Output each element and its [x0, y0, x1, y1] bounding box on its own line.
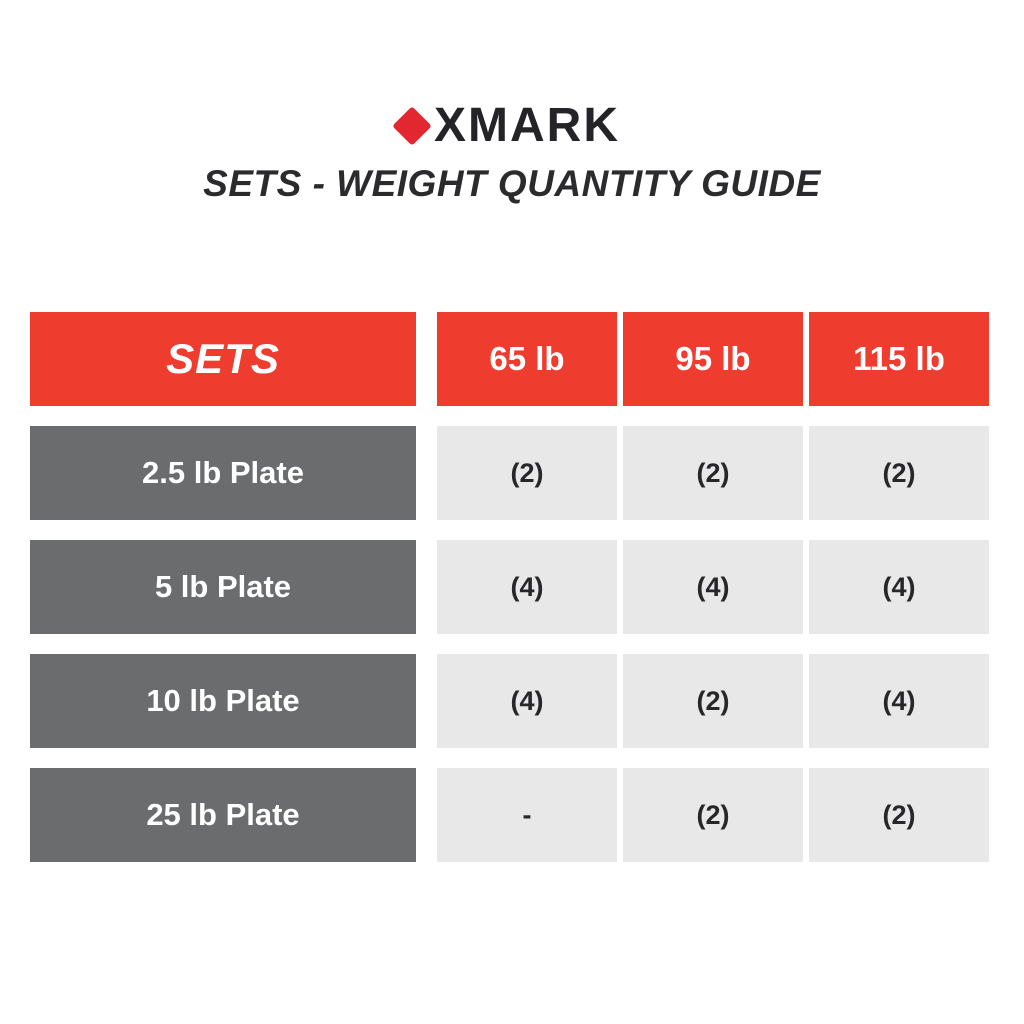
cell-2-5lb-65lb: (2) — [437, 426, 617, 520]
row-label-25lb-plate: 25 lb Plate — [30, 768, 416, 862]
table-header-row — [30, 312, 991, 406]
cell-10lb-115lb: (4) — [809, 654, 989, 748]
table-row — [30, 768, 991, 862]
cell-25lb-95lb: (2) — [623, 768, 803, 862]
cell-25lb-115lb: (2) — [809, 768, 989, 862]
cell-10lb-95lb: (2) — [623, 654, 803, 748]
row-label-10lb-plate: 10 lb Plate — [30, 654, 416, 748]
row-label-2-5lb-plate: 2.5 lb Plate — [30, 426, 416, 520]
row-label-5lb-plate: 5 lb Plate — [30, 540, 416, 634]
cell-5lb-95lb: (4) — [623, 540, 803, 634]
header-cell-95lb: 95 lb — [623, 312, 803, 406]
table-row — [30, 426, 991, 520]
table-row — [30, 540, 991, 634]
cell-2-5lb-115lb: (2) — [809, 426, 989, 520]
page-title: SETS - WEIGHT QUANTITY GUIDE — [203, 163, 821, 204]
cell-5lb-65lb: (4) — [437, 540, 617, 634]
header-cell-115lb: 115 lb — [809, 312, 989, 406]
cell-5lb-115lb: (4) — [809, 540, 989, 634]
xmark-diamond-icon — [392, 106, 432, 146]
table-row — [30, 654, 991, 748]
weight-quantity-table — [30, 312, 991, 882]
header-cell-sets: SETS — [30, 312, 416, 406]
header-cell-65lb: 65 lb — [437, 312, 617, 406]
cell-10lb-65lb: (4) — [437, 654, 617, 748]
brand-name: XMARK — [434, 99, 620, 152]
cell-2-5lb-95lb: (2) — [623, 426, 803, 520]
brand-logo — [0, 98, 1024, 154]
cell-25lb-65lb: - — [437, 768, 617, 862]
